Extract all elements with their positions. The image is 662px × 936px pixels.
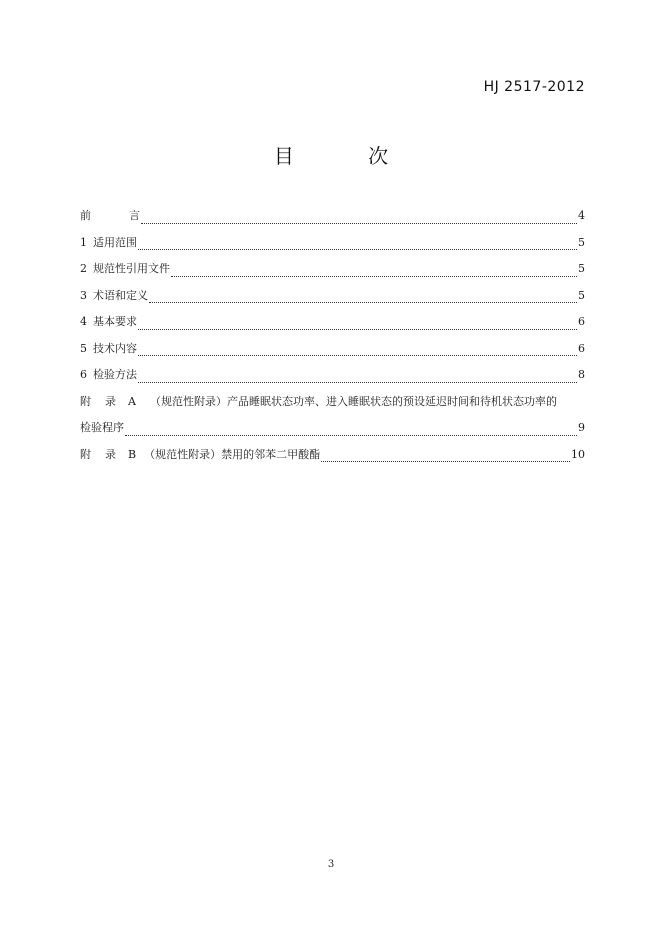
toc-entry-page: 6 bbox=[578, 315, 585, 328]
dot-leader bbox=[171, 276, 577, 277]
toc-entry-section[interactable] bbox=[80, 286, 585, 313]
appendix-a-continuation-line bbox=[80, 418, 585, 445]
toc-entry-section[interactable] bbox=[80, 312, 585, 339]
toc-entry-page: 5 bbox=[578, 235, 585, 249]
document-code: HJ 2517-2012 bbox=[483, 79, 585, 95]
table-of-contents bbox=[80, 206, 585, 471]
toc-entry-page: 6 bbox=[578, 341, 585, 355]
toc-entry-label: （规范性附录）禁用的邻苯二甲酸酯 bbox=[144, 447, 321, 461]
toc-entry-number: 6 bbox=[80, 368, 87, 381]
toc-entry-page: 5 bbox=[578, 288, 585, 302]
toc-entry-section[interactable] bbox=[80, 233, 585, 260]
toc-entry-page: 4 bbox=[578, 209, 585, 222]
toc-entry-appendix-b[interactable]: 附 录 B （规范性附录）禁用的邻苯二甲酸酯 10 bbox=[80, 445, 585, 472]
toc-entry-preface[interactable] bbox=[80, 206, 585, 233]
toc-title: 目 次 bbox=[273, 144, 423, 168]
toc-entry-number: 4 bbox=[80, 315, 87, 328]
dot-leader bbox=[149, 302, 577, 303]
toc-entry-label: 规范性引用文件 bbox=[93, 262, 170, 275]
toc-entry-label: 术语和定义 bbox=[93, 288, 148, 302]
toc-entry-label: 技术内容 bbox=[93, 341, 137, 355]
dot-leader bbox=[141, 223, 577, 224]
toc-entry-section[interactable] bbox=[80, 339, 585, 366]
dot-leader bbox=[138, 249, 577, 250]
dot-leader bbox=[138, 382, 577, 383]
toc-entry-page: 5 bbox=[578, 262, 585, 275]
appendix-letter: B bbox=[128, 447, 137, 461]
toc-entry-page: 8 bbox=[578, 368, 585, 381]
toc-entry-label: 前 言 bbox=[80, 209, 140, 222]
toc-entry-appendix-a[interactable] bbox=[80, 392, 585, 445]
toc-entry-number: 1 bbox=[80, 235, 87, 249]
toc-entry-number: 2 bbox=[80, 262, 87, 275]
toc-entry-label: （规范性附录）产品睡眠状态功率、进入睡眠状态的预设延迟时间和待机状态功率的 bbox=[149, 394, 557, 408]
toc-entry-number: 5 bbox=[80, 341, 87, 355]
appendix-letter: A bbox=[128, 394, 136, 408]
toc-entry-label: 基本要求 bbox=[93, 315, 137, 328]
toc-entry-page: 10 bbox=[571, 447, 585, 461]
dot-leader bbox=[125, 435, 577, 436]
dot-leader bbox=[321, 461, 570, 462]
toc-entry-number: 3 bbox=[80, 288, 87, 302]
toc-entry-label: 检验方法 bbox=[93, 368, 137, 381]
toc-entry-page: 9 bbox=[578, 421, 585, 434]
toc-entry-label: 检验程序 bbox=[80, 421, 124, 434]
appendix-a-heading-line: 附 录 A （规范性附录）产品睡眠状态功率、进入睡眠状态的预设延迟时间和待机状态功率的 bbox=[80, 392, 585, 419]
toc-entry-section[interactable] bbox=[80, 259, 585, 286]
toc-entry-section[interactable] bbox=[80, 365, 585, 392]
page-number: 3 bbox=[327, 859, 335, 870]
toc-entry-label: 适用范围 bbox=[93, 235, 137, 249]
dot-leader bbox=[138, 355, 577, 356]
dot-leader bbox=[138, 329, 577, 330]
